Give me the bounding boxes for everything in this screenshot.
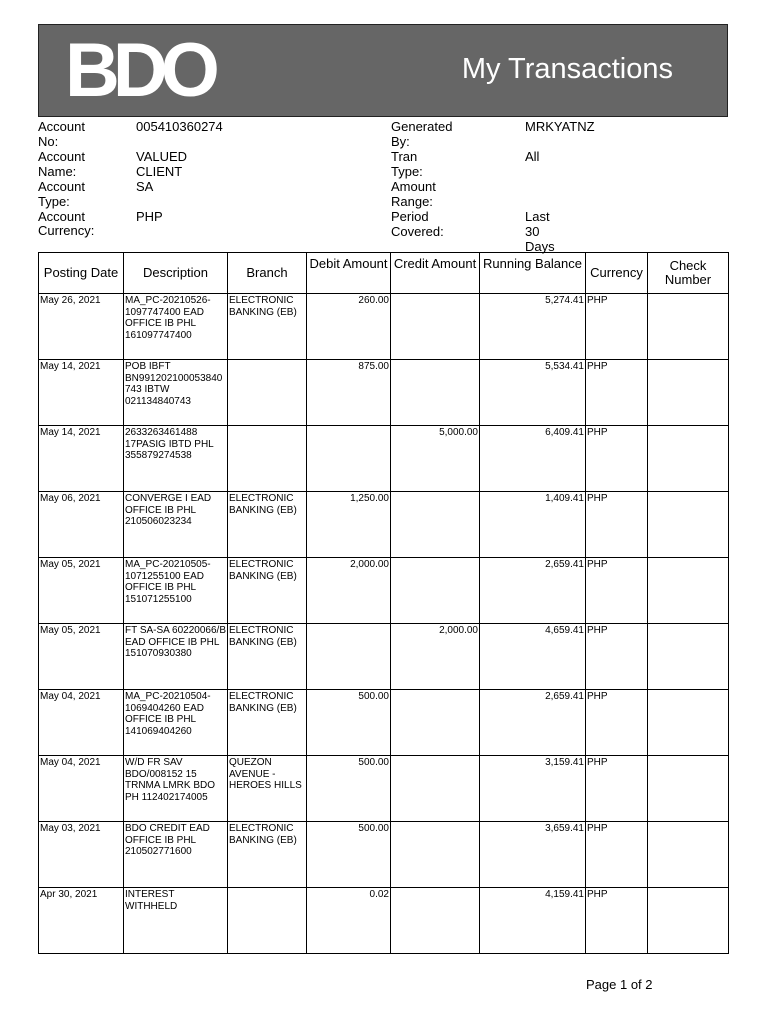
cell-description: MA_PC-20210526-1097747400 EAD OFFICE IB PHL 161097747400 (124, 294, 228, 360)
cell-debit: 260.00 (307, 294, 391, 360)
account-no-value: 005410360274 (136, 119, 223, 134)
table-row (39, 294, 729, 360)
table-header-row (39, 253, 729, 294)
cell-posting-date: May 14, 2021 (39, 426, 124, 492)
period-covered-label: Period Covered: (391, 209, 444, 239)
cell-branch: ELECTRONIC BANKING (EB) (228, 492, 307, 558)
cell-debit: 1,250.00 (307, 492, 391, 558)
period-covered-value: Last 30 Days (525, 209, 555, 254)
cell-description: CONVERGE I EAD OFFICE IB PHL 210506023234 (124, 492, 228, 558)
cell-check-number (648, 822, 729, 888)
cell-check-number (648, 690, 729, 756)
cell-currency: PHP (586, 426, 648, 492)
account-no-label: Account No: (38, 119, 85, 149)
table-row (39, 426, 729, 492)
cell-check-number (648, 624, 729, 690)
cell-currency: PHP (586, 822, 648, 888)
cell-posting-date: Apr 30, 2021 (39, 888, 124, 954)
cell-credit (391, 558, 480, 624)
bdo-logo: BDO (65, 28, 213, 113)
col-branch: Branch (228, 253, 307, 294)
table-row (39, 888, 729, 954)
page-title: My Transactions (461, 53, 673, 85)
account-type-value: SA (136, 179, 154, 194)
col-check-label-1: Check (669, 258, 707, 273)
cell-currency: PHP (586, 756, 648, 822)
cell-running-balance: 2,659.41 (480, 558, 586, 624)
cell-credit: 2,000.00 (391, 624, 480, 690)
cell-description: MA_PC-20210505-1071255100 EAD OFFICE IB PHL 151071255100 (124, 558, 228, 624)
cell-description: POB IBFT BN991202100053840743 IBTW 021134840743 (124, 360, 228, 426)
cell-credit (391, 822, 480, 888)
cell-check-number (648, 888, 729, 954)
cell-posting-date: May 06, 2021 (39, 492, 124, 558)
account-currency-label-2: Currency: (38, 223, 95, 238)
cell-running-balance: 1,409.41 (480, 492, 586, 558)
generated-by-value: MRKYATNZ (525, 119, 595, 134)
cell-posting-date: May 14, 2021 (39, 360, 124, 426)
col-debit-amount: Debit Amount (307, 253, 391, 294)
cell-posting-date: May 04, 2021 (39, 756, 124, 822)
account-name-label: Account Name: (38, 149, 85, 179)
cell-currency: PHP (586, 624, 648, 690)
cell-check-number (648, 492, 729, 558)
table-row (39, 756, 729, 822)
cell-running-balance: 6,409.41 (480, 426, 586, 492)
transactions-body (39, 294, 729, 954)
cell-credit (391, 294, 480, 360)
table-row (39, 690, 729, 756)
page-number: Page 1 of 2 (586, 977, 653, 992)
cell-check-number (648, 558, 729, 624)
cell-credit (391, 690, 480, 756)
cell-posting-date: May 04, 2021 (39, 690, 124, 756)
cell-check-number (648, 360, 729, 426)
cell-debit: 0.02 (307, 888, 391, 954)
cell-running-balance: 5,534.41 (480, 360, 586, 426)
cell-credit: 5,000.00 (391, 426, 480, 492)
cell-posting-date: May 03, 2021 (39, 822, 124, 888)
cell-description: FT SA-SA 60220066/B EAD OFFICE IB PHL 151070930380 (124, 624, 228, 690)
col-check-label-2: Number (664, 272, 712, 287)
cell-debit: 875.00 (307, 360, 391, 426)
cell-credit (391, 360, 480, 426)
cell-debit (307, 624, 391, 690)
cell-posting-date: May 05, 2021 (39, 558, 124, 624)
cell-credit (391, 492, 480, 558)
table-row (39, 822, 729, 888)
cell-debit: 500.00 (307, 822, 391, 888)
cell-check-number (648, 756, 729, 822)
cell-description: MA_PC-20210504-1069404260 EAD OFFICE IB PHL 141069404260 (124, 690, 228, 756)
cell-branch: ELECTRONIC BANKING (EB) (228, 822, 307, 888)
account-name-value: VALUED CLIENT (136, 149, 188, 179)
cell-check-number (648, 426, 729, 492)
cell-branch: ELECTRONIC BANKING (EB) (228, 690, 307, 756)
col-check-number (648, 253, 729, 294)
cell-running-balance: 3,659.41 (480, 822, 586, 888)
col-currency: Currency (586, 253, 648, 294)
cell-debit (307, 426, 391, 492)
cell-currency: PHP (586, 294, 648, 360)
account-currency-value: PHP (136, 209, 163, 224)
cell-currency: PHP (586, 558, 648, 624)
col-running-balance: Running Balance (480, 253, 586, 294)
cell-credit (391, 756, 480, 822)
cell-branch: ELECTRONIC BANKING (EB) (228, 624, 307, 690)
col-posting-date: Posting Date (39, 253, 124, 294)
cell-debit: 500.00 (307, 756, 391, 822)
tran-type-label: Tran Type: (391, 149, 423, 179)
cell-running-balance: 5,274.41 (480, 294, 586, 360)
account-currency-label-1: Account (38, 209, 85, 224)
cell-currency: PHP (586, 492, 648, 558)
cell-branch: QUEZON AVENUE - HEROES HILLS (228, 756, 307, 822)
cell-running-balance: 3,159.41 (480, 756, 586, 822)
col-description: Description (124, 253, 228, 294)
cell-credit (391, 888, 480, 954)
table-row (39, 558, 729, 624)
col-credit-amount: Credit Amount (391, 253, 480, 294)
transactions-table (38, 252, 729, 954)
cell-description: 2633263461488 17PASIG IBTD PHL 355879274538 (124, 426, 228, 492)
cell-check-number (648, 294, 729, 360)
cell-currency: PHP (586, 690, 648, 756)
report-header (38, 24, 728, 117)
cell-posting-date: May 26, 2021 (39, 294, 124, 360)
cell-branch: ELECTRONIC BANKING (EB) (228, 294, 307, 360)
cell-branch (228, 888, 307, 954)
cell-branch (228, 426, 307, 492)
cell-branch (228, 360, 307, 426)
cell-posting-date: May 05, 2021 (39, 624, 124, 690)
table-row (39, 360, 729, 426)
cell-running-balance: 4,659.41 (480, 624, 586, 690)
cell-debit: 2,000.00 (307, 558, 391, 624)
cell-debit: 500.00 (307, 690, 391, 756)
table-row (39, 624, 729, 690)
cell-currency: PHP (586, 360, 648, 426)
cell-currency: PHP (586, 888, 648, 954)
cell-description: INTEREST WITHHELD (124, 888, 228, 954)
cell-description: W/D FR SAV BDO/008152 15 TRNMA LMRK BDO PH 112402174005 (124, 756, 228, 822)
tran-type-value: All (525, 149, 540, 164)
cell-running-balance: 4,159.41 (480, 888, 586, 954)
cell-description: BDO CREDIT EAD OFFICE IB PHL 210502771600 (124, 822, 228, 888)
cell-branch: ELECTRONIC BANKING (EB) (228, 558, 307, 624)
cell-running-balance: 2,659.41 (480, 690, 586, 756)
account-type-label: Account Type: (38, 179, 85, 209)
generated-by-label: Generated By: (391, 119, 453, 149)
table-row (39, 492, 729, 558)
amount-range-label: Amount Range: (391, 179, 436, 209)
